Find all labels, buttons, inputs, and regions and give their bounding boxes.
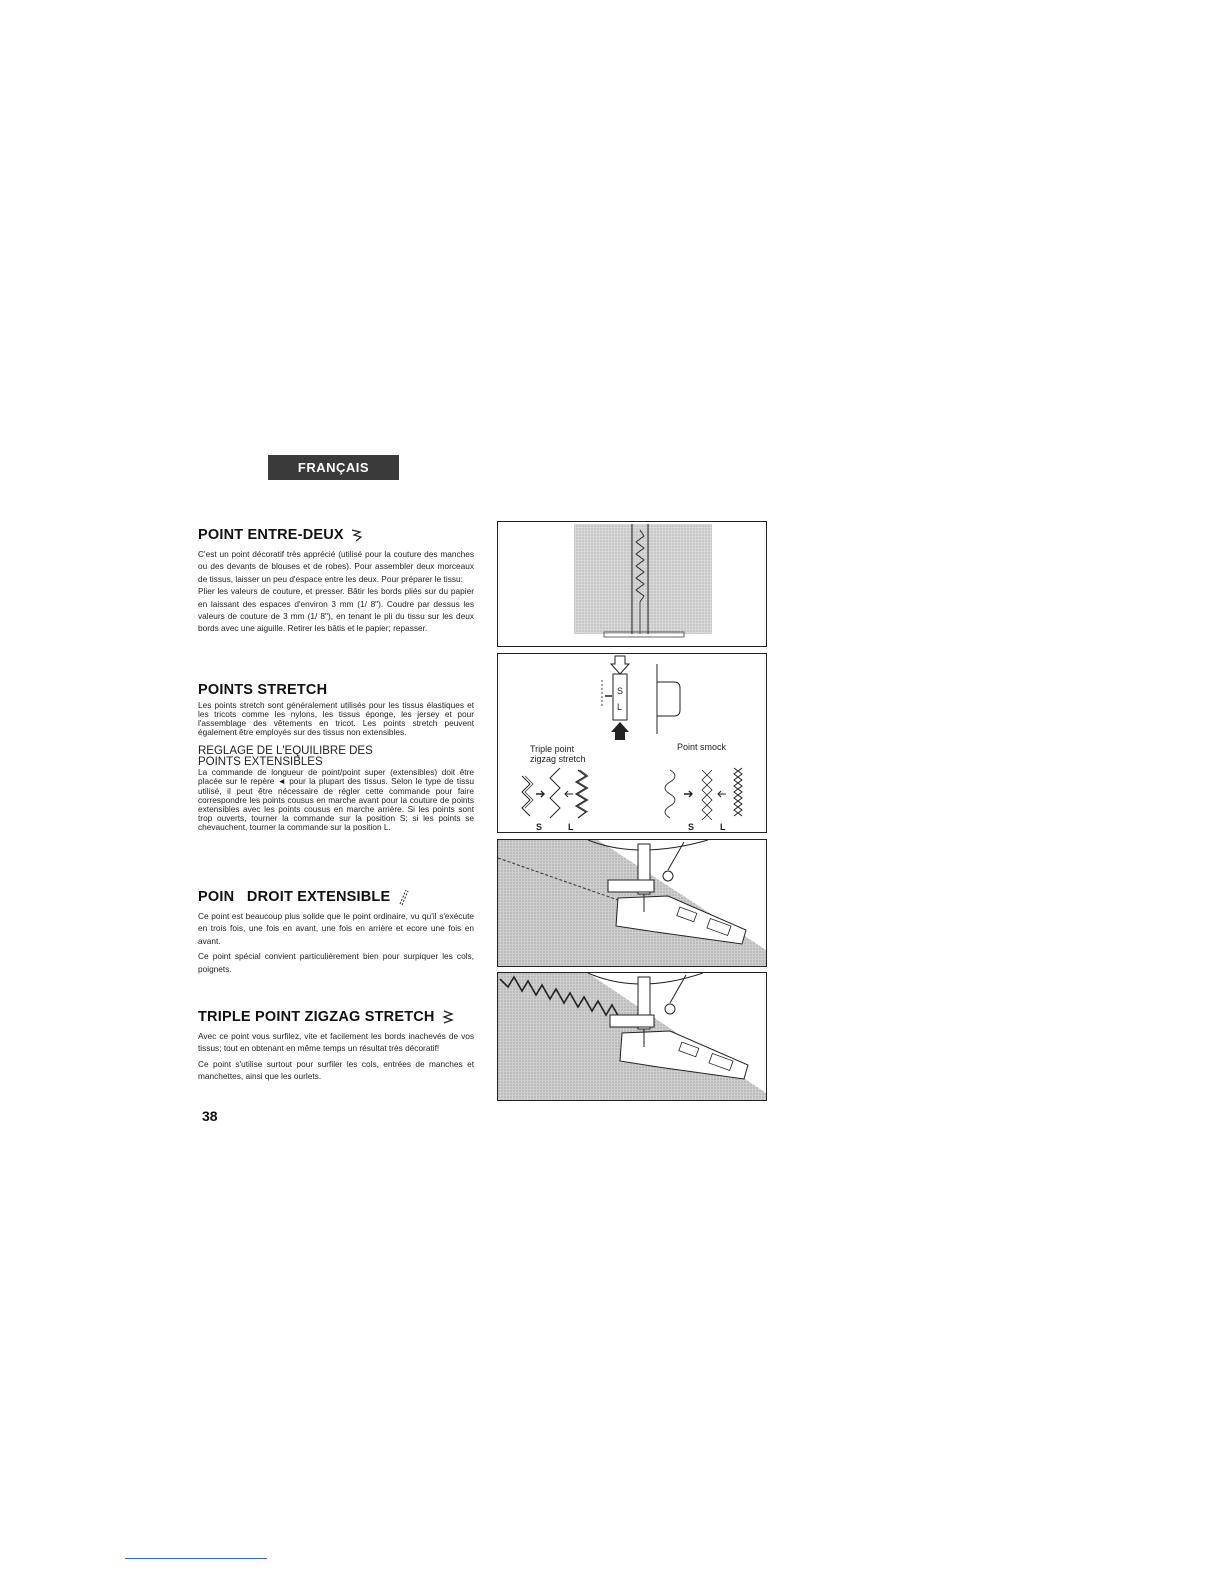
point-smock-label: Point smock xyxy=(677,742,727,752)
section-title: TRIPLE POINT ZIGZAG STRETCH xyxy=(198,1008,474,1026)
svg-text:L: L xyxy=(568,822,574,832)
section-body-2: Plier les valeurs de couture, et presser. Bâtir les bords pliés sur du papier en laissant des espaces d'environ 3 mm (1/ 8"). Coudre par dessus les valeurs de couture de 3 mm (1/ 8"), en tenant le pli du tissu sur les deux bords avec une aiguille. Retirer les bâtis et le papier; repasser. xyxy=(198,586,474,634)
svg-text:L: L xyxy=(720,822,726,832)
svg-text:S: S xyxy=(688,822,695,832)
page-number: 38 xyxy=(202,1108,218,1124)
section-body: Avec ce point vous surfilez, vite et facilement les bords inachevés de vos tissus; tout en obtenant en même temps un résultat très décoratif! xyxy=(198,1031,474,1054)
svg-text:S: S xyxy=(617,686,624,696)
straight-stretch-stitch-icon xyxy=(396,888,410,906)
section-body-2: Ce point spécial convient particulièrement bien pour surpiquer les cols, poignets. xyxy=(198,951,474,974)
section-stretch xyxy=(198,682,474,832)
section-title: POINT ENTRE-DEUX xyxy=(198,526,474,544)
language-tab: FRANÇAIS xyxy=(268,455,399,480)
svg-text:L: L xyxy=(617,702,623,712)
subsection-title-line2: POINTS EXTENSIBLES xyxy=(198,756,323,769)
figure-stitch-balance xyxy=(497,653,767,833)
section-triple-zigzag xyxy=(198,1008,474,1083)
triple-zigzag-label-2: zigzag stretch xyxy=(530,754,586,764)
subsection-title-line1: REGLAGE DE L'EQUILIBRE DES xyxy=(198,745,373,758)
section-body: C'est un point décoratif très apprécié (utilisé pour la couture des manches ou des devants de blouses et de robes). Pour assembler deux morceaux de tissus, laisser un peu d'espace entre les deux. Pour préparer le tissu: xyxy=(198,549,474,584)
section-body: Les points stretch sont généralement utilisés pour les tissus élastiques et les tricots comme les nylons, les tissus éponge, les jersey et pour l'assemblage des vêtements en tricot. Les points stretch peuvent également être employés sur des tissus non extensibles. xyxy=(198,700,474,738)
section-title: POINTS STRETCH xyxy=(198,682,328,698)
figure-entre-deux xyxy=(497,521,767,647)
section-body: Ce point est beaucoup plus solide que le point ordinaire, vu qu'il s'exécute en trois fois, une fois en avant, une fois en arrière et ecore une fois en avant. xyxy=(198,911,474,946)
subsection-body: La commande de longueur de point/point super (extensibles) doit être placée sur le repère ◄ pour la plupart des tissus. Selon le type de tissu utilisé, il peut être nécessaire de régler cette commande pour faire correspondre les points cousus en marche avant pour la couture de points extensibles avec les points cousus en marche arrière. Si les points sont trop ouverts, tourner la commande sur la position S; si les points se chevauchent, tourner la commande sur la position L. xyxy=(198,767,474,832)
section-body-2: Ce point s'utilise surtout pour surfiler les cols, entrées de manches et manchettes, ainsi que les ourlets. xyxy=(198,1058,474,1082)
section-droit-extensible xyxy=(198,888,474,975)
triple-zigzag-icon xyxy=(441,1008,455,1026)
footer-rule xyxy=(125,1558,267,1559)
figure-triple-zigzag-sewing xyxy=(497,972,767,1101)
section-entre-deux xyxy=(198,526,474,635)
entre-deux-stitch-icon xyxy=(350,526,364,544)
triple-zigzag-label-1: Triple point xyxy=(530,744,575,754)
section-title: POIN DROIT EXTENSIBLE xyxy=(198,888,474,906)
svg-text:S: S xyxy=(536,822,543,832)
figure-straight-stretch-sewing xyxy=(497,839,767,967)
